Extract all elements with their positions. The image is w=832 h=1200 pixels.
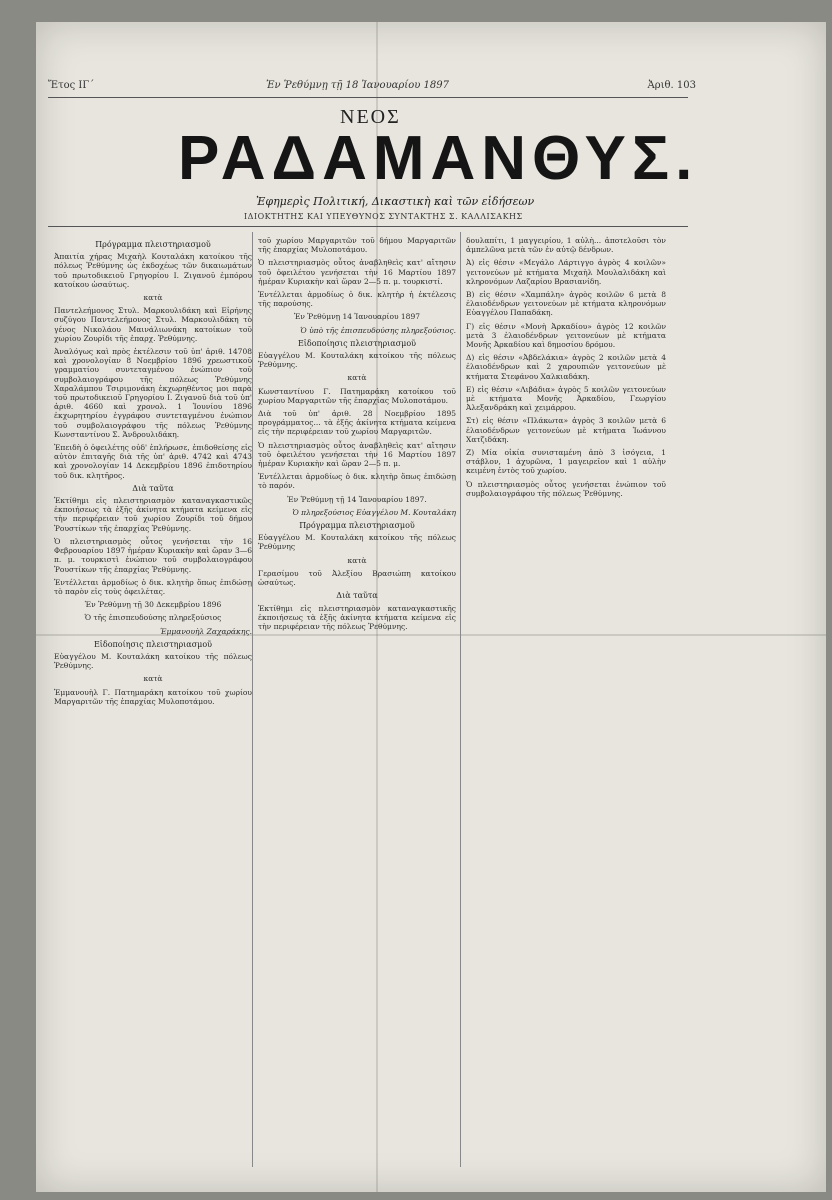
year-label: Ἔτος ΙΓ΄ [48, 80, 95, 91]
column-3 [466, 236, 666, 1166]
col2-para: Ἐντέλλεται ἁρμοδίως ὁ δικ. κλητὴρ ὅπως ἐπιδώσῃ τὸ παρόν. [258, 472, 456, 491]
col1-para: Ἐκτίθημι εἰς πλειστηριασμὸν καταναγκαστικῶς ἐκποιήσεως τὰ ἑξῆς ἀκίνητα κτήματα κείμενα εἰς τὴν περιφέρειαν τοῦ χωρίου Ζουρίδι τοῦ δήμου Ῥουστίκων τῆς ἐπαρχίας Ῥεθύμνης. [54, 496, 252, 533]
column-2 [258, 236, 456, 1166]
issue-number: Ἀριθ. 103 [647, 80, 696, 91]
col1-agent-name: Ἐμμανουὴλ Ζαχαράκης. [160, 626, 252, 636]
col2-sig: Ὁ πληρεξούσιος Εὐαγγέλου Μ. Κουταλάκη [292, 507, 456, 517]
col1-heading-notice: Εἰδοποίησις πλειστηριασμοῦ [93, 639, 213, 649]
col1-para: Ἐπειδὴ ὁ ὀφειλέτης οὐδ' ἐπλήρωσε, ἐπιδοθείσης εἰς αὐτὸν ἐπιταγῆς διὰ τῆς ὑπ' ἀριθ. 4742 καὶ 4743 καὶ χρονολογίαν 14 Δεκεμβρίου 1896 ἐπιδοτηρίου τοῦ δικ. κλητῆρος. [54, 443, 252, 480]
col2-para: τοῦ χωρίου Μαργαριτῶν τοῦ δήμου Μαργαριτῶν τῆς ἐπαρχίας Μυλοποτάμου. [258, 236, 456, 255]
col1-para: Ἀναλόγως καὶ πρὸς ἐκτέλεσιν τοῦ ὑπ' ἀριθ. 14708 καὶ χρονολογίαν 8 Νοεμβρίου 1896 χρεωστικοῦ γραμματίου συντεταγμένου ἐνώπιον τοῦ συμβολαιογράφου τῆς πόλεως Ῥεθύμνης Χαραλάμπου Τσιριμονάκη ἐκχωρηθέντος μοι παρὰ τοῦ πρωτοδικειοῦ Γρηγορίου Ι. Ζιγανοῦ διὰ τοῦ ὑπ' ἀριθ. 4660 καὶ χρονολ. 1 Ἰουνίου 1896 ἐκχωρητηρίου ἐγγράφου συντεταγμένου ἐνώπιον τοῦ συμβολαιογράφου τῆς πόλεως Ῥεθύμνης Κωνσταντίνου Σ. Ἀνδρουλιδάκη. [54, 347, 252, 439]
col1-kata: κατὰ [143, 674, 163, 684]
col1-para: Ἐμμανουὴλ Γ. Πατημαράκη κατοίκου τοῦ χωρίου Μαργαριτῶν τῆς ἐπαρχίας Μυλοποτάμου. [54, 687, 252, 706]
col1-para: Ὁ πλειστηριασμὸς οὗτος γενήσεται τὴν 16 Φεβρουαρίου 1897 ἡμέραν Κυριακὴν καὶ ὥραν 3—6 π. μ. τουρκιστὶ ἐνώπιον τοῦ συμβολαιογράφου Ῥουστίκων τῆς ἐπαρχίας Ῥεθύμνης. [54, 536, 252, 574]
col2-heading-program: Πρόγραμμα πλειστηριασμοῦ [299, 521, 415, 531]
col1-agent: Ὁ τῆς ἐπισπευδούσης πληρεξούσιος [84, 613, 222, 623]
col3-para: Δ) εἰς θέσιν «Ἀβδελάκια» ἀγρὸς 2 κοιλῶν μετὰ 4 ἐλαιοδένδρων καὶ 2 χαρουπιῶν γειτονεύων μὲ κτήματα Στεφάνου Χαλκιαδάκη. [466, 353, 666, 381]
col2-heading-notice: Εἰδοποίησις πλειστηριασμοῦ [297, 338, 417, 348]
newspaper-subtitle: Ἐφημερὶς Πολιτική, Δικαστικὴ καὶ τῶν εἰδήσεων [256, 195, 535, 208]
col3-para: Ζ) Μία οἰκία συνισταμένη ἀπὸ 3 ἰσόγεια, 1 στάβλον, 1 ἀχυρῶνα, 1 μαγειρεῖον καὶ 1 αὐλὴν κειμένη ἐντὸς τοῦ χωρίου. [466, 448, 666, 476]
col2-para: Κωνσταντίνου Γ. Πατημαράκη κατοίκου τοῦ χωρίου Μαργαριτῶν τῆς ἐπαρχίας Μυλοποτάμου. [258, 386, 456, 405]
col2-para: Εὐαγγέλου Μ. Κουταλάκη κατοίκου τῆς πόλεως Ῥεθύμνης. [258, 351, 456, 370]
col1-para: Παντελεήμονος Στυλ. Μαρκουλιδάκη καὶ Εἰρήνης συζύγου Παντελεήμονος Στυλ. Μαρκουλιδάκη τὸ γένος Νικολάου Μαινάλιωνάκη κατοίκων τοῦ χωρίου Ζουρίδι τῆς ἐπαρχ. Ῥεθύμνης. [54, 306, 252, 343]
col1-para: Ἐντέλλεται ἁρμοδίως ὁ δικ. κλητὴρ ὅπως ἐπιδώσῃ τὸ παρὸν εἰς τοὺς ὀφειλέτας. [54, 577, 252, 596]
column-1 [54, 236, 252, 1166]
col1-heading-dia-tauta: Διὰ ταῦτα [132, 483, 174, 493]
header-rule [48, 226, 688, 227]
col3-para: Ε) εἰς θέσιν «Λιβάδια» ἀγρὸς 5 κοιλῶν γειτονεύων μὲ κτήματα Μονῆς Ἀρκαδίου, Γεωργίου Ἀλεξανδράκη καὶ χειμάρρου. [466, 384, 666, 413]
masthead-rule [48, 97, 688, 98]
col2-kata: κατὰ [347, 555, 367, 565]
col2-kata: κατὰ [347, 373, 367, 383]
newspaper-title: ΡΑΔΑΜΑΝΘΥΣ. [178, 124, 699, 193]
col3-para: Γ) εἰς θέσιν «Μονὴ Ἀρκαδίου» ἀγρὸς 12 κοιλῶν μετὰ 3 ἐλαιοδένδρων γειτονεύων μὲ κτήματα Μονῆς Ἀρκαδίου καὶ δημοσίου δρόμου. [466, 321, 666, 350]
col2-para: Ἐκτίθημι εἰς πλειστηριασμὸν καταναγκαστικῆς ἐκποιήσεως τὰ ἑξῆς ἀκίνητα κτήματα κείμενα εἰς τὴν περιφέρειαν τῆς πόλεως Ῥεθύμνης. [258, 603, 456, 631]
col3-para: Ἀ) εἰς θέσιν «Μεγάλο Λάρτιγγο ἀγρὸς 4 κοιλῶν» γειτονεύων μὲ κτήματα Μιχαὴλ Μουλαλιδάκη καὶ κληρονόμων Λαζαρίου Βρασιανίδη. [466, 258, 666, 286]
col3-para: Β) εἰς θέσιν «Χαμπάλη» ἀγρὸς κοιλῶν 6 μετὰ 8 ἐλαιοδένδρων γειτονεύων μὲ κτήματα κληρονόμων Εὐαγγέλου Παπαδάκη. [466, 290, 666, 318]
col2-para: Διὰ τοῦ ὑπ' ἀριθ. 28 Νοεμβρίου 1895 προγράμματος... τὰ ἑξῆς ἀκίνητα κτήματα κείμενα εἰς τὴν περιφέρειαν τοῦ χωρίου Μαργαριτῶν. [258, 409, 456, 437]
col1-date: Ἐν Ῥεθύμνῃ τῇ 30 Δεκεμβρίου 1896 [84, 600, 222, 610]
dateline: Ἐν Ῥεθύμνῃ τῇ 18 Ἰανουαρίου 1897 [266, 80, 449, 91]
col1-heading-program: Πρόγραμμα πλειστηριασμοῦ [95, 240, 211, 249]
col1-kata: κατὰ [143, 293, 163, 303]
col1-para: Εὐαγγέλου Μ. Κουταλάκη κατοίκου τῆς πόλεως Ῥεθύμνης. [54, 651, 252, 671]
col3-para: Στ) εἰς θέσιν «Πλάκωτα» ἀγρὸς 3 κοιλῶν μετὰ 6 ἐλαιοδένδρων γειτονεύων μὲ κτήματα Ἰωάννου Χατζιδάκη. [466, 416, 666, 444]
col2-date: Ἐν Ῥεθύμνῃ 14 Ἰανουαρίου 1897 [293, 312, 421, 322]
col2-para: Ὁ πλειστηριασμὸς οὗτος ἀναβληθεὶς κατ' αἴτησιν τοῦ ὀφειλέτου γενήσεται τὴν 16 Μαρτίου 1897 ἡμέραν Κυριακὴν καὶ ὥραν 2—5 π. μ. [258, 440, 456, 469]
col2-heading-dia-tauta: Διὰ ταῦτα [336, 591, 378, 601]
title-neos: ΝΕΟΣ [340, 106, 401, 128]
masthead-top-line [36, 80, 696, 96]
col2-para: Γερασίμου τοῦ Ἀλεξίου Βρασιώπη κατοίκου ὡσαύτως. [258, 568, 456, 588]
proprietor-line: ΙΔΙΟΚΤΗΤΗΣ ΚΑΙ ΥΠΕΥΘΥΝΟΣ ΣΥΝΤΑΚΤΗΣ Σ. ΚΑΛΛΙΣΑΚΗΣ [244, 212, 523, 221]
column-rule-2 [460, 232, 461, 1167]
col2-para: Ὁ πλειστηριασμὸς οὗτος ἀναβληθεὶς κατ' αἴτησιν τοῦ ὀφειλέτου γενήσεται τὴν 16 Μαρτίου 1897 ἡμέραν Κυριακὴν καὶ ὥραν 2—5 π. μ. τουρκιστί. [258, 258, 456, 286]
column-rule-1 [252, 232, 253, 1167]
col3-para: δουλαπίτι, 1 μαγγειρίου, 1 αὐλὴ... ἀποτελοῦσι τὸν ἀμπελῶνα μετὰ τῶν ἐν αὐτῷ δένδρων. [466, 236, 666, 255]
col1-para: Ἀπαιτία χήρας Μιχαὴλ Κουταλάκη κατοίκου τῆς πόλεως Ῥεθύμνης ὡς ἐκδοχέως τῶν δικαιωμάτων τοῦ πρωτοδικειοῦ Γρηγορίου Ι. Ζιγανοῦ ἐμπόρου κατοίκου ὡσαύτως. [54, 252, 252, 289]
col2-para: Ἐντέλλεται ἁρμοδίως ὁ δικ. κλητὴρ ἡ ἐκτέλεσις τῆς παρούσης. [258, 290, 456, 309]
col2-date: Ἐν Ῥεθύμνῃ τῇ 14 Ἰανουαρίου 1897. [287, 494, 427, 504]
col3-para: Ὁ πλειστηριασμὸς οὗτος γενήσεται ἐνώπιον τοῦ συμβολαιογράφου τῆς πόλεως Ῥεθύμνης. [466, 479, 666, 498]
col2-para: Εὐαγγέλου Μ. Κουταλάκη κατοίκου τῆς πόλεως Ῥεθύμνης [258, 533, 456, 552]
col2-sig: Ὁ ὑπὸ τῆς ἐπισπευδούσης πληρεξούσιος. [300, 325, 456, 335]
